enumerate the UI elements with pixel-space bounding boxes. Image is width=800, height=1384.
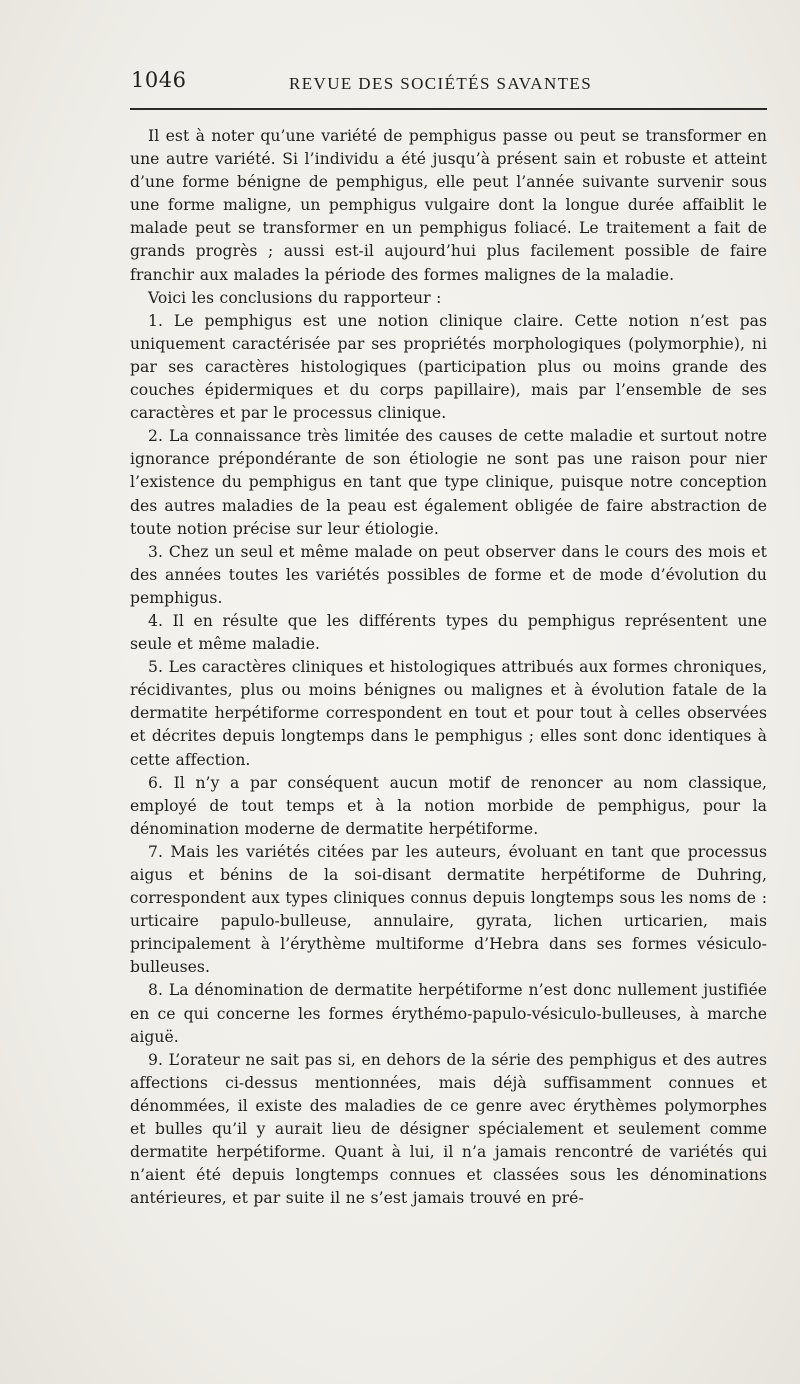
article-body	[130, 125, 767, 1210]
paragraph-intro: Il est à noter qu’une variété de pemphigus passe ou peut se transformer en une autre variété. Si l’individu a été jusqu’à présent sain et robuste et atteint d’une forme bénigne de pemphigus, elle peut l’année suivante survenir sous une forme maligne, un pemphigus vulgaire dont la longue durée affaiblit le malade peut se transformer en un pemphigus foliacé. Le traitement a fait de grands progrès ; aussi est-il aujourd’hui plus facilement possible de faire franchir aux malades la période des formes malignes de la maladie.	[130, 127, 767, 284]
conclusion-item-9: 9. L’orateur ne sait pas si, en dehors de la série des pemphigus et des autres affections ci-dessus mentionnées, mais déjà suffisamment connues et dénommées, il existe des maladies de ce genre avec érythèmes polymorphes et bulles qu’il y aurait lieu de désigner spécialement et seulement comme dermatite herpétiforme. Quant à lui, il n’a jamais rencontré de variétés qui n’aient été depuis longtemps connues et classées sous les dénominations antérieures, et par suite il ne s’est jamais trouvé en pré-	[130, 1050, 767, 1208]
conclusion-item-1: 1. Le pemphigus est une notion clinique claire. Cette notion n’est pas uniquement caractérisée par ses propriétés morphologiques (polymorphie), ni par ses caractères histologiques (participation plus ou moins grande des couches épidermiques et du corps papillaire), mais par l’ensemble de ses caractères et par le processus clinique.	[130, 311, 767, 423]
conclusion-item-5: 5. Les caractères cliniques et histologiques attribués aux formes chroniques, récidivantes, plus ou moins bénignes ou malignes et à évolution fatale de la dermatite herpétiforme correspondent en tout et pour tout à celles observées et décrites depuis longtemps dans le pemphigus ; elles sont donc identiques à cette affection.	[130, 658, 767, 769]
page-number: 1046	[131, 68, 187, 92]
conclusion-item-2: 2. La connaissance très limitée des causes de cette maladie et surtout notre ignorance prépondérante de son étiologie ne sont pas une raison pour nier l’existence du pemphigus en tant que type clinique, puisque notre conception des autres maladies de la peau est également obligée de faire abstraction de toute notion précise sur leur étiologie.	[130, 427, 767, 538]
conclusion-item-8: 8. La dénomination de dermatite herpétiforme n’est donc nullement justifiée en ce qui concerne les formes érythémo-papulo-vésiculo-bulleuses, à marche aiguë.	[130, 981, 767, 1046]
conclusion-item-4: 4. Il en résulte que les différents types du pemphigus représentent une seule et même maladie.	[130, 611, 767, 654]
conclusion-item-6: 6. Il n’y a par conséquent aucun motif de renoncer au nom classique, employé de tout temps et à la notion morbide de pemphigus, pour la dénomination moderne de dermatite herpétiforme.	[130, 773, 767, 838]
conclusion-item-7: 7. Mais les variétés citées par les auteurs, évoluant en tant que processus aigus et bénins de la soi-disant dermatite herpétiforme de Duhring, correspondent aux types cliniques connus depuis longtemps sous les noms de : urticaire papulo-bulleuse, annulaire, gyrata, lichen urticarien, mais principalement à l’érythème multiforme d’Hebra dans ses formes vésiculo-bulleuses.	[130, 842, 767, 977]
page-header	[131, 68, 767, 98]
paragraph-conclusions-heading: Voici les conclusions du rapporteur :	[148, 288, 442, 307]
conclusion-item-3: 3. Chez un seul et même malade on peut observer dans le cours des mois et des années toutes les variétés possibles de forme et de mode d’évolution du pemphigus.	[130, 542, 767, 607]
running-title: REVUE DES SOCIÉTÉS SAVANTES	[289, 74, 593, 93]
header-rule	[130, 108, 767, 110]
